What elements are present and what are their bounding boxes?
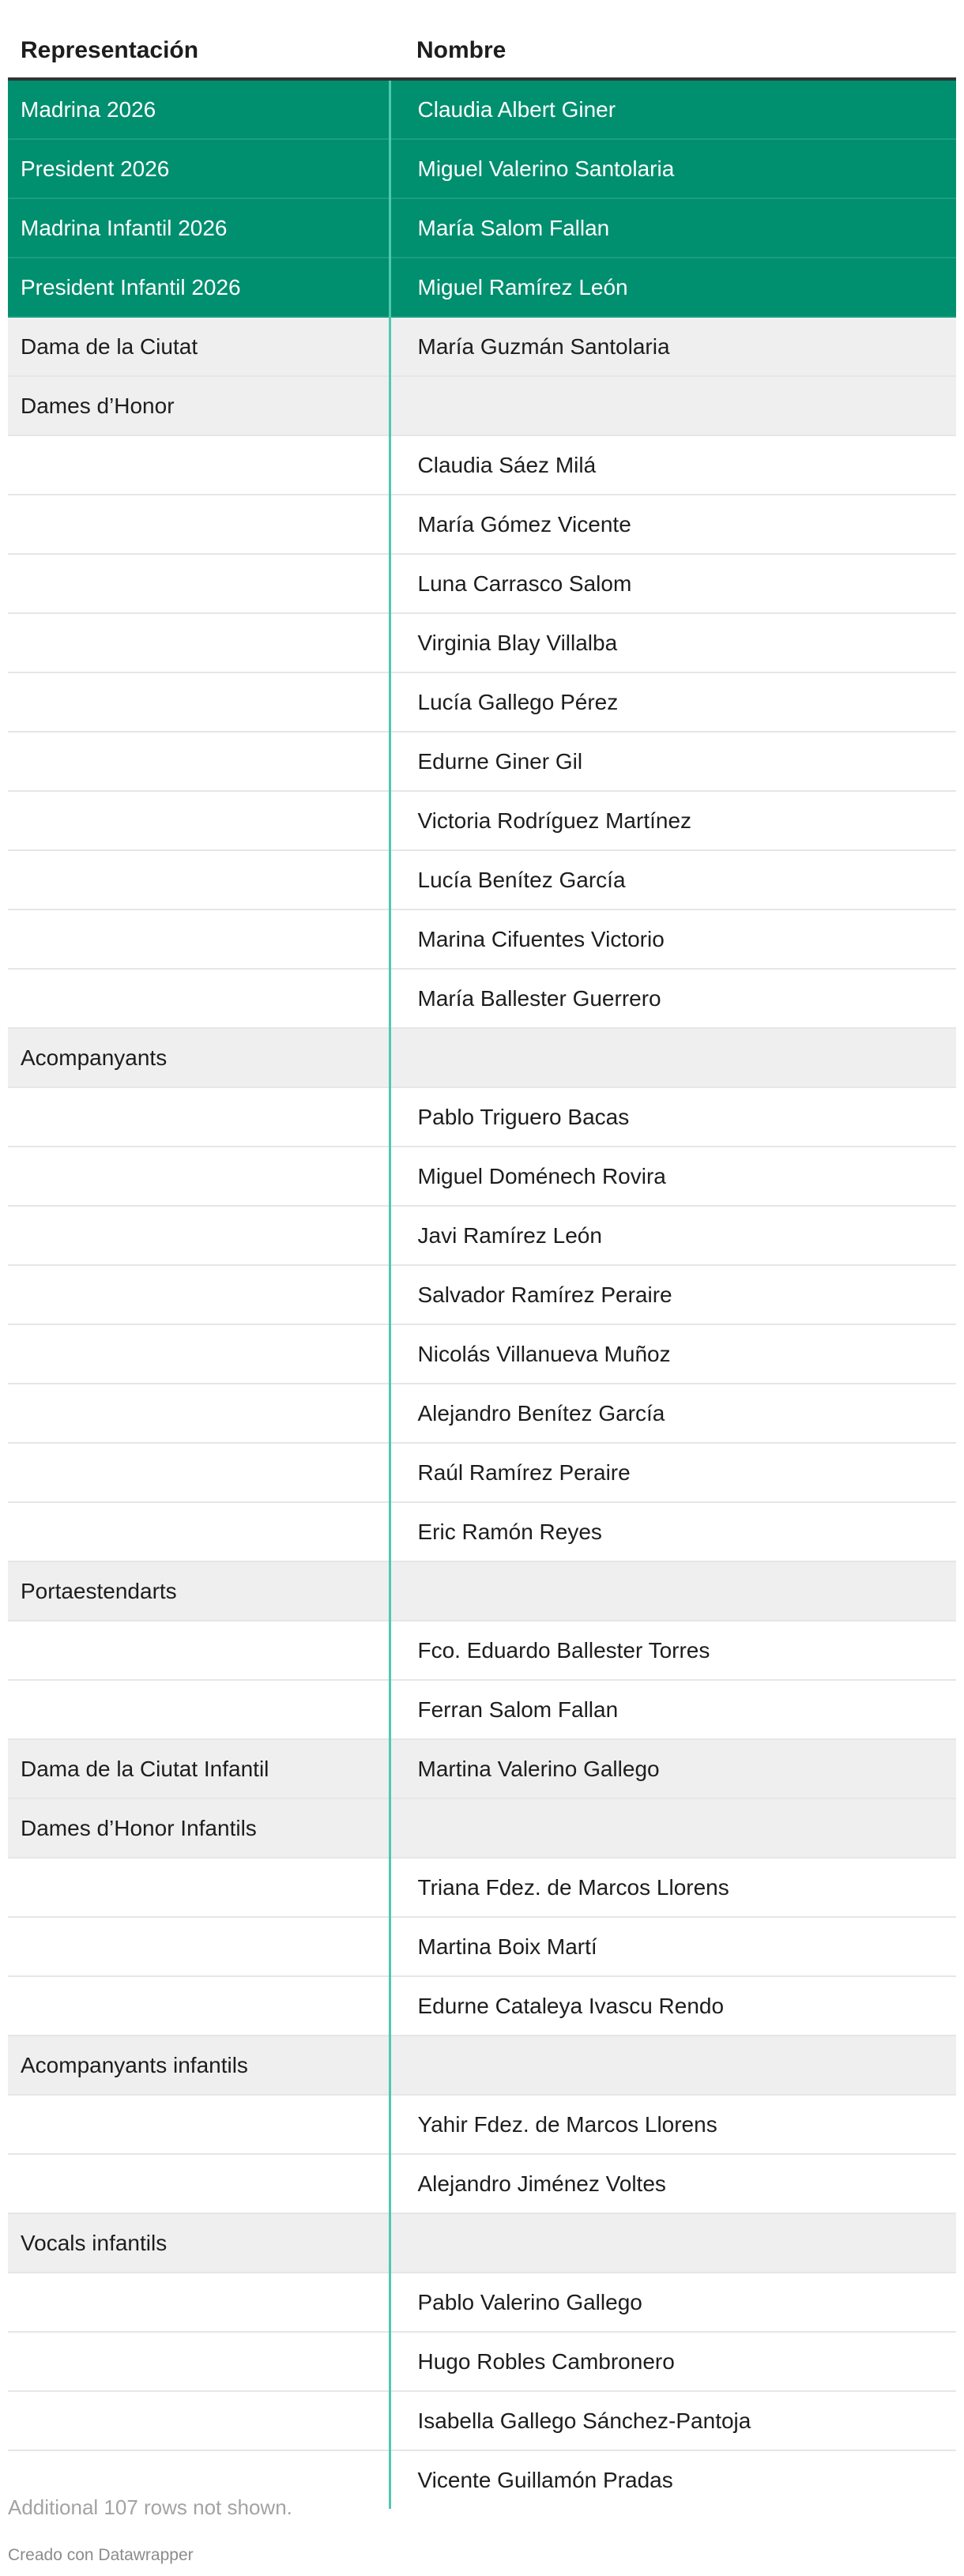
cell-representacion: [8, 1443, 390, 1502]
table-row: [8, 554, 956, 613]
cell-representacion: [8, 1206, 390, 1265]
cell-representacion: Dames d’Honor Infantils: [8, 1798, 390, 1858]
cell-nombre: Alejandro Benítez García: [390, 1384, 956, 1443]
datawrapper-credit: Creado con Datawrapper: [8, 2546, 194, 2564]
table-row: [8, 1680, 956, 1739]
table-row: [8, 2273, 956, 2332]
cell-representacion: Madrina 2026: [8, 79, 390, 139]
cell-representacion: [8, 554, 390, 613]
cell-nombre: Pablo Triguero Bacas: [390, 1087, 956, 1147]
cell-representacion: [8, 850, 390, 910]
cell-nombre: [390, 2036, 956, 2095]
cell-representacion: Dama de la Ciutat: [8, 317, 390, 376]
cell-nombre: Ferran Salom Fallan: [390, 1680, 956, 1739]
cell-representacion: [8, 732, 390, 791]
cell-nombre: [390, 1798, 956, 1858]
cell-representacion: Portaestendarts: [8, 1561, 390, 1621]
table-row: [8, 139, 956, 198]
cell-representacion: [8, 1384, 390, 1443]
cell-representacion: [8, 1680, 390, 1739]
cell-representacion: [8, 2332, 390, 2391]
header-representacion[interactable]: Representación: [8, 24, 390, 79]
table-row: [8, 1384, 956, 1443]
cell-representacion: [8, 2154, 390, 2213]
cell-representacion: [8, 2095, 390, 2154]
cell-nombre: Marina Cifuentes Victorio: [390, 910, 956, 969]
table-row: [8, 613, 956, 672]
cell-representacion: [8, 613, 390, 672]
table-row: [8, 317, 956, 376]
cell-representacion: Madrina Infantil 2026: [8, 198, 390, 258]
cell-representacion: [8, 1147, 390, 1206]
table-row: [8, 1798, 956, 1858]
table-row: [8, 495, 956, 554]
cell-representacion: [8, 1324, 390, 1384]
cell-representacion: [8, 910, 390, 969]
cell-nombre: Triana Fdez. de Marcos Llorens: [390, 1858, 956, 1917]
table-row: [8, 435, 956, 495]
cell-representacion: [8, 1976, 390, 2036]
cell-representacion: President 2026: [8, 139, 390, 198]
table-row: [8, 969, 956, 1028]
table-row: [8, 1443, 956, 1502]
cell-nombre: Miguel Ramírez León: [390, 258, 956, 317]
table-row: [8, 2154, 956, 2213]
cell-nombre: Javi Ramírez León: [390, 1206, 956, 1265]
table-row: [8, 732, 956, 791]
table-row: [8, 1621, 956, 1680]
cell-nombre: Lucía Benítez García: [390, 850, 956, 910]
cell-nombre: Martina Boix Martí: [390, 1917, 956, 1976]
table-header: [8, 24, 956, 79]
cell-representacion: [8, 495, 390, 554]
cell-representacion: Vocals infantils: [8, 2213, 390, 2273]
table-row: [8, 1976, 956, 2036]
table-row: [8, 258, 956, 317]
cell-nombre: [390, 2213, 956, 2273]
cell-nombre: Lucía Gallego Pérez: [390, 672, 956, 732]
cell-nombre: María Guzmán Santolaria: [390, 317, 956, 376]
table-row: [8, 672, 956, 732]
cell-representacion: [8, 1087, 390, 1147]
table-row: [8, 2213, 956, 2273]
cell-nombre: Hugo Robles Cambronero: [390, 2332, 956, 2391]
table-row: [8, 1324, 956, 1384]
cell-nombre: Salvador Ramírez Peraire: [390, 1265, 956, 1324]
table-row: [8, 1561, 956, 1621]
cell-nombre: Edurne Giner Gil: [390, 732, 956, 791]
cell-representacion: [8, 1502, 390, 1561]
cell-nombre: Miguel Valerino Santolaria: [390, 139, 956, 198]
cell-representacion: [8, 2391, 390, 2450]
cell-nombre: Luna Carrasco Salom: [390, 554, 956, 613]
cell-nombre: [390, 1028, 956, 1087]
cell-nombre: Victoria Rodríguez Martínez: [390, 791, 956, 850]
table-row: [8, 2095, 956, 2154]
table-row: [8, 1265, 956, 1324]
table-row: [8, 1206, 956, 1265]
cell-representacion: Dama de la Ciutat Infantil: [8, 1739, 390, 1798]
table-row: [8, 1087, 956, 1147]
cell-nombre: Raúl Ramírez Peraire: [390, 1443, 956, 1502]
cell-nombre: Eric Ramón Reyes: [390, 1502, 956, 1561]
header-row: [8, 24, 956, 79]
table-notes: Additional 107 rows not shown.: [8, 2495, 292, 2519]
table-row: [8, 2391, 956, 2450]
cell-nombre: María Salom Fallan: [390, 198, 956, 258]
table-row: [8, 79, 956, 139]
table-row: [8, 2332, 956, 2391]
cell-nombre: Claudia Albert Giner: [390, 79, 956, 139]
cell-nombre: [390, 376, 956, 435]
table-body: [8, 79, 956, 2509]
cell-nombre: Miguel Doménech Rovira: [390, 1147, 956, 1206]
cell-representacion: [8, 435, 390, 495]
cell-representacion: [8, 1858, 390, 1917]
cell-representacion: [8, 791, 390, 850]
table-row: [8, 1739, 956, 1798]
cell-nombre: Nicolás Villanueva Muñoz: [390, 1324, 956, 1384]
cell-representacion: [8, 1265, 390, 1324]
cell-representacion: [8, 969, 390, 1028]
cell-nombre: Claudia Sáez Milá: [390, 435, 956, 495]
table-row: [8, 1502, 956, 1561]
cell-nombre: María Ballester Guerrero: [390, 969, 956, 1028]
cell-nombre: Martina Valerino Gallego: [390, 1739, 956, 1798]
cell-representacion: Acompanyants: [8, 1028, 390, 1087]
cell-nombre: Isabella Gallego Sánchez-Pantoja: [390, 2391, 956, 2450]
cell-nombre: Pablo Valerino Gallego: [390, 2273, 956, 2332]
cell-representacion: [8, 1621, 390, 1680]
cell-nombre: Yahir Fdez. de Marcos Llorens: [390, 2095, 956, 2154]
table-row: [8, 376, 956, 435]
representatives-table: [8, 24, 956, 2509]
table-row: [8, 791, 956, 850]
table-row: [8, 1028, 956, 1087]
cell-nombre: [390, 1561, 956, 1621]
cell-nombre: Alejandro Jiménez Voltes: [390, 2154, 956, 2213]
cell-representacion: [8, 2273, 390, 2332]
table-row: [8, 2036, 956, 2095]
cell-representacion: Dames d’Honor: [8, 376, 390, 435]
cell-nombre: Edurne Cataleya Ivascu Rendo: [390, 1976, 956, 2036]
table-row: [8, 910, 956, 969]
cell-nombre: María Gómez Vicente: [390, 495, 956, 554]
cell-nombre: Virginia Blay Villalba: [390, 613, 956, 672]
table-row: [8, 1147, 956, 1206]
table-row: [8, 1858, 956, 1917]
cell-representacion: [8, 672, 390, 732]
cell-representacion: [8, 1917, 390, 1976]
table-row: [8, 198, 956, 258]
cell-nombre: Fco. Eduardo Ballester Torres: [390, 1621, 956, 1680]
cell-representacion: President Infantil 2026: [8, 258, 390, 317]
table-row: [8, 850, 956, 910]
table-row: [8, 1917, 956, 1976]
header-nombre[interactable]: Nombre: [390, 24, 956, 79]
cell-nombre: Vicente Guillamón Pradas: [417, 2467, 673, 2492]
cell-representacion: Acompanyants infantils: [8, 2036, 390, 2095]
